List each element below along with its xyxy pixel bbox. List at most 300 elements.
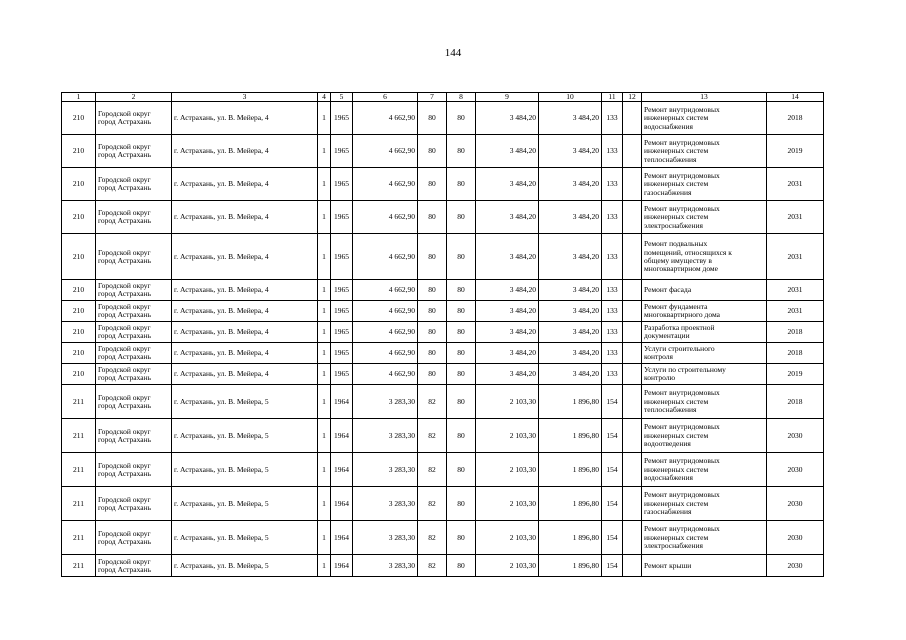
municipality-cell (96, 364, 172, 385)
column-header: 11 (602, 93, 623, 102)
area-cell: 3 484,20 (539, 135, 602, 168)
area-cell: 3 484,20 (539, 301, 602, 322)
col7-cell: 82 (418, 521, 447, 555)
total-area-cell: 4 662,90 (353, 322, 418, 343)
planned-year-cell: 2018 (767, 343, 824, 364)
col12-cell (623, 280, 642, 301)
area-cell: 3 484,20 (476, 322, 539, 343)
object-number-cell: 210 (62, 234, 96, 280)
work-type-line: водоснабжения (644, 121, 693, 131)
residents-cell: 133 (602, 301, 623, 322)
column-header: 10 (539, 93, 602, 102)
table-row (62, 521, 824, 555)
col4-cell: 1 (318, 135, 331, 168)
area-cell: 1 896,80 (539, 419, 602, 453)
total-area-cell: 4 662,90 (353, 343, 418, 364)
object-number-cell: 211 (62, 453, 96, 487)
address-cell: г. Астрахань, ул. В. Мейера, 5 (172, 385, 318, 419)
area-cell: 3 484,20 (539, 234, 602, 280)
object-number-cell: 211 (62, 487, 96, 521)
year-cell: 1965 (331, 234, 353, 280)
col7-cell: 80 (418, 301, 447, 322)
total-area-cell: 3 283,30 (353, 385, 418, 419)
residents-cell: 154 (602, 555, 623, 577)
area-cell: 2 103,30 (476, 487, 539, 521)
planned-year-cell: 2018 (767, 322, 824, 343)
work-type-line: электроснабжения (644, 220, 703, 230)
table-row (62, 364, 824, 385)
year-cell: 1964 (331, 555, 353, 577)
column-header: 9 (476, 93, 539, 102)
municipality-line: Городской округ (98, 460, 151, 470)
planned-year-cell: 2030 (767, 521, 824, 555)
municipality-line: город Астрахань (98, 310, 152, 320)
total-area-cell: 4 662,90 (353, 135, 418, 168)
year-cell: 1965 (331, 168, 353, 201)
col12-cell (623, 555, 642, 577)
work-type-line: инженерных систем (644, 498, 709, 508)
municipality-cell (96, 201, 172, 234)
municipality-line: Городской округ (98, 494, 151, 504)
col8-cell: 80 (447, 280, 476, 301)
year-cell: 1965 (331, 102, 353, 135)
year-cell: 1964 (331, 453, 353, 487)
municipality-line: Городской округ (98, 208, 151, 217)
col8-cell: 80 (447, 555, 476, 577)
area-cell: 2 103,30 (476, 385, 539, 419)
year-cell: 1965 (331, 322, 353, 343)
col8-cell: 80 (447, 168, 476, 201)
total-area-cell: 3 283,30 (353, 521, 418, 555)
col12-cell (623, 453, 642, 487)
col7-cell: 82 (418, 453, 447, 487)
work-type-cell (642, 168, 767, 201)
municipality-cell (96, 385, 172, 419)
planned-year-cell: 2030 (767, 419, 824, 453)
municipality-cell (96, 419, 172, 453)
municipality-line: город Астрахань (98, 255, 152, 265)
column-header: 2 (96, 93, 172, 102)
col7-cell: 80 (418, 234, 447, 280)
municipality-line: город Астрахань (98, 216, 152, 226)
work-type-line: инженерных систем (644, 212, 709, 222)
planned-year-cell: 2018 (767, 102, 824, 135)
col8-cell: 80 (447, 364, 476, 385)
area-cell: 3 484,20 (476, 234, 539, 280)
column-header: 3 (172, 93, 318, 102)
municipality-line: город Астрахань (98, 564, 152, 574)
area-cell: 3 484,20 (476, 364, 539, 385)
work-type-line: инженерных систем (644, 430, 709, 440)
table-row (62, 301, 824, 322)
municipality-line: Городской округ (98, 175, 151, 184)
year-cell: 1965 (331, 135, 353, 168)
residents-cell: 133 (602, 280, 623, 301)
table-row (62, 555, 824, 577)
year-cell: 1964 (331, 385, 353, 419)
address-cell: г. Астрахань, ул. В. Мейера, 4 (172, 364, 318, 385)
area-cell: 3 484,20 (476, 168, 539, 201)
col4-cell: 1 (318, 453, 331, 487)
residents-cell: 133 (602, 234, 623, 280)
object-number-cell: 211 (62, 385, 96, 419)
col7-cell: 80 (418, 322, 447, 343)
col12-cell (623, 201, 642, 234)
column-header: 13 (642, 93, 767, 102)
area-cell: 2 103,30 (476, 419, 539, 453)
municipality-line: Городской округ (98, 392, 151, 402)
work-type-line: Разработка проектной (644, 323, 715, 332)
municipality-line: Городской округ (98, 302, 151, 311)
object-number-cell: 210 (62, 280, 96, 301)
work-type-cell (642, 301, 767, 322)
column-header: 4 (318, 93, 331, 102)
col8-cell: 80 (447, 521, 476, 555)
table-row (62, 453, 824, 487)
col12-cell (623, 487, 642, 521)
work-type-cell (642, 555, 767, 577)
col4-cell: 1 (318, 322, 331, 343)
col12-cell (623, 234, 642, 280)
table-row (62, 385, 824, 419)
col4-cell: 1 (318, 280, 331, 301)
area-cell: 1 896,80 (539, 521, 602, 555)
work-type-line: водоотведения (644, 439, 691, 449)
planned-year-cell: 2031 (767, 201, 824, 234)
work-type-line: газоснабжения (644, 187, 692, 197)
municipality-line: Городской округ (98, 109, 151, 118)
table-row (62, 343, 824, 364)
work-type-cell (642, 419, 767, 453)
table-row (62, 168, 824, 201)
work-type-cell (642, 322, 767, 343)
work-type-line: инженерных систем (644, 146, 709, 156)
col12-cell (623, 521, 642, 555)
total-area-cell: 4 662,90 (353, 280, 418, 301)
year-cell: 1965 (331, 364, 353, 385)
col4-cell: 1 (318, 301, 331, 322)
municipality-cell (96, 280, 172, 301)
municipality-line: город Астрахань (98, 468, 152, 478)
area-cell: 3 484,20 (539, 343, 602, 364)
work-type-line: документации (644, 331, 690, 341)
work-type-line: общему имуществу в (644, 255, 712, 265)
residents-cell: 133 (602, 364, 623, 385)
area-cell: 3 484,20 (476, 135, 539, 168)
col4-cell: 1 (318, 234, 331, 280)
total-area-cell: 3 283,30 (353, 555, 418, 577)
area-cell: 3 484,20 (476, 201, 539, 234)
col7-cell: 80 (418, 135, 447, 168)
municipality-line: город Астрахань (98, 331, 152, 341)
total-area-cell: 4 662,90 (353, 168, 418, 201)
municipality-line: город Астрахань (98, 150, 152, 160)
col4-cell: 1 (318, 201, 331, 234)
area-cell: 1 896,80 (539, 385, 602, 419)
column-header: 8 (447, 93, 476, 102)
municipality-cell (96, 521, 172, 555)
residents-cell: 133 (602, 135, 623, 168)
address-cell: г. Астрахань, ул. В. Мейера, 4 (172, 280, 318, 301)
area-cell: 2 103,30 (476, 521, 539, 555)
year-cell: 1964 (331, 487, 353, 521)
col8-cell: 80 (447, 487, 476, 521)
col8-cell: 80 (447, 301, 476, 322)
table-body (62, 102, 824, 577)
work-type-line: помещений, относящихся к (644, 247, 732, 257)
residents-cell: 154 (602, 385, 623, 419)
work-type-cell (642, 364, 767, 385)
municipality-line: Городской округ (98, 426, 151, 436)
area-cell: 1 896,80 (539, 487, 602, 521)
planned-year-cell: 2018 (767, 385, 824, 419)
col4-cell: 1 (318, 555, 331, 577)
table-row (62, 201, 824, 234)
municipality-line: город Астрахань (98, 400, 152, 410)
total-area-cell: 4 662,90 (353, 201, 418, 234)
planned-year-cell: 2030 (767, 555, 824, 577)
col12-cell (623, 364, 642, 385)
work-type-line: Ремонт внутридомовых (644, 104, 720, 114)
col12-cell (623, 301, 642, 322)
municipality-line: город Астрахань (98, 289, 152, 299)
total-area-cell: 4 662,90 (353, 301, 418, 322)
work-type-cell (642, 385, 767, 419)
year-cell: 1965 (331, 280, 353, 301)
table-row (62, 280, 824, 301)
address-cell: г. Астрахань, ул. В. Мейера, 4 (172, 234, 318, 280)
work-type-cell (642, 201, 767, 234)
table-row (62, 135, 824, 168)
municipality-line: Городской округ (98, 247, 151, 257)
col4-cell: 1 (318, 168, 331, 201)
column-number-row (62, 93, 824, 102)
work-type-line: контроля (644, 352, 673, 362)
table-row (62, 102, 824, 135)
object-number-cell: 210 (62, 201, 96, 234)
area-cell: 3 484,20 (539, 364, 602, 385)
residents-cell: 133 (602, 322, 623, 343)
municipality-cell (96, 322, 172, 343)
municipality-line: город Астрахань (98, 117, 152, 127)
work-type-cell (642, 234, 767, 280)
col12-cell (623, 419, 642, 453)
work-type-cell (642, 521, 767, 555)
address-cell: г. Астрахань, ул. В. Мейера, 4 (172, 322, 318, 343)
work-type-line: контролю (644, 373, 676, 383)
work-type-line: Ремонт внутридомовых (644, 490, 720, 500)
work-type-line: многоквартирном доме (644, 264, 718, 274)
column-header: 14 (767, 93, 824, 102)
municipality-cell (96, 487, 172, 521)
year-cell: 1964 (331, 419, 353, 453)
col7-cell: 82 (418, 419, 447, 453)
address-cell: г. Астрахань, ул. В. Мейера, 4 (172, 343, 318, 364)
area-cell: 2 103,30 (476, 453, 539, 487)
residents-cell: 133 (602, 201, 623, 234)
planned-year-cell: 2031 (767, 280, 824, 301)
area-cell: 1 896,80 (539, 453, 602, 487)
area-cell: 3 484,20 (539, 201, 602, 234)
municipality-line: Городской округ (98, 344, 151, 353)
municipality-line: Городской округ (98, 142, 151, 151)
col12-cell (623, 322, 642, 343)
planned-year-cell: 2030 (767, 487, 824, 521)
work-type-line: Услуги по строительному (644, 365, 726, 374)
year-cell: 1964 (331, 521, 353, 555)
col8-cell: 80 (447, 419, 476, 453)
col12-cell (623, 385, 642, 419)
municipality-cell (96, 453, 172, 487)
municipality-cell (96, 555, 172, 577)
col8-cell: 80 (447, 201, 476, 234)
work-type-line: теплоснабжения (644, 154, 697, 164)
column-header: 1 (62, 93, 96, 102)
work-type-line: газоснабжения (644, 507, 692, 517)
table-row (62, 322, 824, 343)
municipality-line: Городской округ (98, 365, 151, 374)
col12-cell (623, 102, 642, 135)
object-number-cell: 210 (62, 364, 96, 385)
capital-repair-table (61, 92, 824, 577)
column-header: 6 (353, 93, 418, 102)
table-row (62, 419, 824, 453)
area-cell: 3 484,20 (476, 280, 539, 301)
work-type-cell (642, 135, 767, 168)
object-number-cell: 211 (62, 419, 96, 453)
work-type-line: Ремонт внутридомовых (644, 137, 720, 147)
work-type-line: Ремонт внутридомовых (644, 422, 720, 432)
total-area-cell: 4 662,90 (353, 234, 418, 280)
residents-cell: 154 (602, 487, 623, 521)
work-type-line: Ремонт внутридомовых (644, 203, 720, 213)
area-cell: 3 484,20 (539, 102, 602, 135)
residents-cell: 133 (602, 343, 623, 364)
object-number-cell: 210 (62, 301, 96, 322)
col8-cell: 80 (447, 135, 476, 168)
work-type-line: инженерных систем (644, 532, 709, 542)
municipality-cell (96, 301, 172, 322)
object-number-cell: 210 (62, 322, 96, 343)
municipality-line: город Астрахань (98, 352, 152, 362)
col7-cell: 82 (418, 555, 447, 577)
planned-year-cell: 2031 (767, 168, 824, 201)
residents-cell: 154 (602, 419, 623, 453)
municipality-line: Городской округ (98, 556, 151, 566)
municipality-line: город Астрахань (98, 502, 152, 512)
year-cell: 1965 (331, 201, 353, 234)
column-header: 5 (331, 93, 353, 102)
col7-cell: 82 (418, 487, 447, 521)
total-area-cell: 3 283,30 (353, 419, 418, 453)
col7-cell: 80 (418, 168, 447, 201)
col4-cell: 1 (318, 102, 331, 135)
area-cell: 3 484,20 (476, 301, 539, 322)
col4-cell: 1 (318, 385, 331, 419)
municipality-cell (96, 135, 172, 168)
address-cell: г. Астрахань, ул. В. Мейера, 5 (172, 453, 318, 487)
municipality-line: Городской округ (98, 281, 151, 290)
planned-year-cell: 2019 (767, 364, 824, 385)
address-cell: г. Астрахань, ул. В. Мейера, 5 (172, 487, 318, 521)
planned-year-cell: 2031 (767, 301, 824, 322)
col7-cell: 80 (418, 201, 447, 234)
municipality-line: город Астрахань (98, 434, 152, 444)
work-type-line: многоквартирного дома (644, 310, 720, 320)
column-header: 7 (418, 93, 447, 102)
area-cell: 2 103,30 (476, 555, 539, 577)
total-area-cell: 4 662,90 (353, 102, 418, 135)
col8-cell: 80 (447, 234, 476, 280)
total-area-cell: 3 283,30 (353, 487, 418, 521)
municipality-line: город Астрахань (98, 373, 152, 383)
work-type-line: водоснабжения (644, 473, 693, 483)
work-type-line: Услуги строительного (644, 344, 715, 353)
col4-cell: 1 (318, 521, 331, 555)
work-type-line: Ремонт подвальных (644, 239, 708, 249)
area-cell: 3 484,20 (539, 280, 602, 301)
col12-cell (623, 343, 642, 364)
col8-cell: 80 (447, 453, 476, 487)
table-row (62, 487, 824, 521)
col4-cell: 1 (318, 364, 331, 385)
col8-cell: 80 (447, 385, 476, 419)
col12-cell (623, 168, 642, 201)
work-type-line: электроснабжения (644, 541, 703, 551)
year-cell: 1965 (331, 301, 353, 322)
object-number-cell: 210 (62, 343, 96, 364)
area-cell: 1 896,80 (539, 555, 602, 577)
municipality-line: Городской округ (98, 323, 151, 332)
address-cell: г. Астрахань, ул. В. Мейера, 5 (172, 419, 318, 453)
address-cell: г. Астрахань, ул. В. Мейера, 5 (172, 521, 318, 555)
work-type-line: Ремонт внутридомовых (644, 388, 720, 398)
area-cell: 3 484,20 (539, 168, 602, 201)
work-type-cell (642, 280, 767, 301)
area-cell: 3 484,20 (476, 102, 539, 135)
work-type-cell (642, 102, 767, 135)
object-number-cell: 211 (62, 555, 96, 577)
work-type-line: инженерных систем (644, 179, 709, 189)
column-header: 12 (623, 93, 642, 102)
table-row (62, 234, 824, 280)
municipality-line: Городской округ (98, 528, 151, 538)
object-number-cell: 210 (62, 168, 96, 201)
total-area-cell: 4 662,90 (353, 364, 418, 385)
planned-year-cell: 2031 (767, 234, 824, 280)
work-type-line: Ремонт внутридомовых (644, 170, 720, 180)
col8-cell: 80 (447, 102, 476, 135)
col7-cell: 80 (418, 102, 447, 135)
col4-cell: 1 (318, 343, 331, 364)
municipality-cell (96, 234, 172, 280)
col4-cell: 1 (318, 419, 331, 453)
work-type-cell (642, 487, 767, 521)
work-type-line: Ремонт внутридомовых (644, 524, 720, 534)
area-cell: 3 484,20 (539, 322, 602, 343)
municipality-cell (96, 168, 172, 201)
year-cell: 1965 (331, 343, 353, 364)
work-type-line: Ремонт фасада (644, 285, 692, 295)
address-cell: г. Астрахань, ул. В. Мейера, 4 (172, 168, 318, 201)
address-cell: г. Астрахань, ул. В. Мейера, 5 (172, 555, 318, 577)
municipality-cell (96, 102, 172, 135)
residents-cell: 133 (602, 102, 623, 135)
residents-cell: 154 (602, 453, 623, 487)
work-type-line: инженерных систем (644, 113, 709, 123)
col7-cell: 82 (418, 385, 447, 419)
work-type-line: инженерных систем (644, 464, 709, 474)
